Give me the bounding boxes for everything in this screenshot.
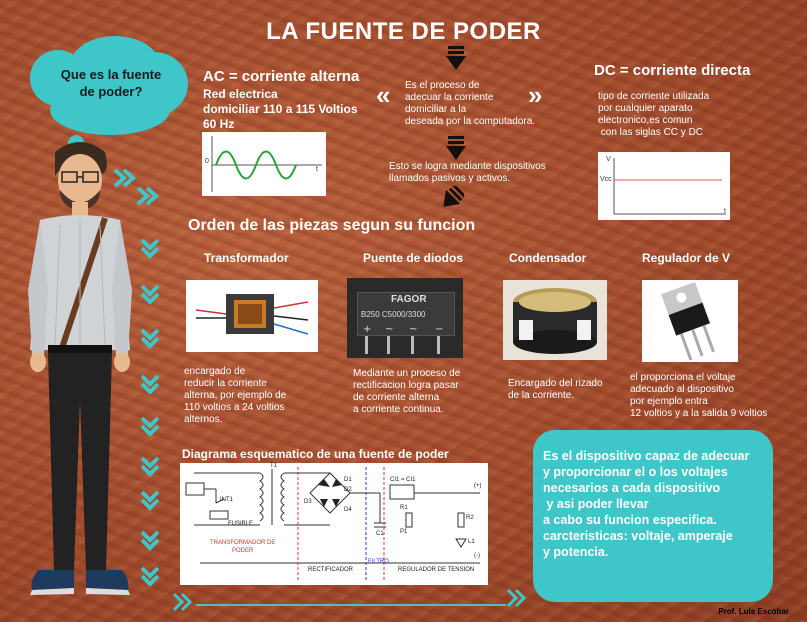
schem-ci: CI1 = CI1 xyxy=(390,477,416,483)
regulator-icon xyxy=(642,280,738,362)
schem-rectificador: RECTIFICADOR xyxy=(308,567,353,573)
dc-graph-v: V xyxy=(606,156,611,163)
regulator-image xyxy=(642,280,738,362)
schem-d4: D4 xyxy=(344,507,352,513)
svg-text:+: + xyxy=(363,324,372,335)
chevron-left-icon: « xyxy=(376,80,391,110)
schem-r1: R1 xyxy=(400,505,408,511)
flow-chevrons-column xyxy=(110,168,170,608)
diagram-title: Diagrama esquematico de una fuente de poder xyxy=(182,447,449,461)
svg-text:~: ~ xyxy=(409,324,418,335)
diagonal-arrow-icon xyxy=(438,186,464,212)
ac-graph-t: t xyxy=(316,166,318,173)
diode-bridge-pins-icon xyxy=(357,320,453,354)
piece-desc-regulador: el proporciona el voltaje adecuado al dispositivo por ejemplo entra 12 voltios y a la salida 9 voltios xyxy=(630,372,768,419)
ac-text: Red electrica domiciliar 110 a 115 Voltios 60 Hz xyxy=(203,87,358,131)
down-arrow-top-icon xyxy=(446,46,466,72)
capacitor-icon xyxy=(503,280,607,360)
definition-box: Es el dispositivo capaz de adecuar y proporcionar el o los voltajes necesarios a cada dispositivo y asi poder llevar a cabo su funcion especifica. carcteristicas: voltaje, amperaje y potencia. xyxy=(533,430,773,602)
dc-text: tipo de corriente utilizada por cualquier aparato electronico,es comun con las siglas CC y DC xyxy=(598,91,710,138)
piece-title-puente: Puente de diodos xyxy=(363,251,464,265)
piece-desc-puente: Mediante un proceso de rectificacion logra pasar de corriente alterna a corriente continua. xyxy=(353,368,461,415)
ac-sine-graph xyxy=(202,132,326,196)
dc-graph xyxy=(598,152,730,220)
dc-graph-vcc: Vcc xyxy=(600,176,612,183)
sine-wave-icon xyxy=(202,132,326,196)
dc-line-icon xyxy=(598,152,730,220)
schem-transformador: TRANSFORMADOR DE PODER xyxy=(210,540,276,554)
transformer-icon xyxy=(186,280,318,352)
svg-text:~: ~ xyxy=(385,324,394,335)
diode-bridge-image xyxy=(347,278,463,358)
schem-r2: R2 xyxy=(466,515,474,521)
capacitor-image xyxy=(503,280,607,360)
schem-c1: C1 xyxy=(376,531,384,537)
bottom-divider-line xyxy=(196,604,506,606)
author-credit: Prof. Luis Escobar xyxy=(718,607,789,616)
schem-t1: T1 xyxy=(270,463,278,469)
svg-text:−: − xyxy=(435,324,444,335)
schem-p1: P1 xyxy=(400,529,408,535)
piece-title-condensador: Condensador xyxy=(509,251,587,265)
process-text: Es el proceso de adecuar la corriente domiciliar a la deseada por la computadora. xyxy=(405,80,536,127)
diode-bridge-brand: FAGOR xyxy=(391,294,427,305)
piece-title-transformador: Transformador xyxy=(204,251,289,265)
schem-d2: D2 xyxy=(344,487,352,493)
schem-regulador: REGULADOR DE TENSION xyxy=(398,567,475,573)
page-title: LA FUENTE DE PODER xyxy=(266,18,541,45)
question-text: Que es la fuente de poder? xyxy=(60,67,162,99)
schem-d3: D3 xyxy=(304,499,312,505)
schematic-diagram xyxy=(180,463,488,585)
schem-l1: L1 xyxy=(468,539,475,545)
schem-filtro: FILTRO xyxy=(368,559,389,565)
transformer-image xyxy=(186,280,318,352)
chevron-bottom-left-icon xyxy=(172,592,194,614)
piece-desc-transformador: encargado de reducir la corriente alterna, por ejemplo de 110 voltios a 24 voltios alternos. xyxy=(184,366,287,425)
schem-int: INT1 xyxy=(220,497,234,503)
order-heading: Orden de las piezas segun su funcion xyxy=(188,217,476,234)
chevron-right-double-icon: » xyxy=(528,80,543,110)
chevron-right-icon xyxy=(110,168,170,608)
dc-graph-t: t xyxy=(724,208,726,215)
ac-heading: AC = corriente alterna xyxy=(203,68,360,85)
piece-desc-condensador: Encargado del rizado de la corriente. xyxy=(508,378,603,401)
schem-fusible: FUSIBLE xyxy=(228,521,254,527)
schem-d1: D1 xyxy=(344,477,352,483)
down-arrow-middle-icon xyxy=(446,136,466,162)
ac-graph-zero: 0 xyxy=(205,158,209,165)
passive-active-text: Esto se logra mediante dispositivos llamados pasivos y activos. xyxy=(389,161,546,184)
dc-heading: DC = corriente directa xyxy=(594,62,751,79)
chevron-bottom-right-icon xyxy=(506,588,530,612)
schem-minus: (-) xyxy=(474,553,480,559)
schem-plus: (+) xyxy=(474,483,482,489)
piece-title-regulador: Regulador de V xyxy=(642,251,731,265)
diode-bridge-code: B250 C5000/3300 xyxy=(361,310,426,319)
